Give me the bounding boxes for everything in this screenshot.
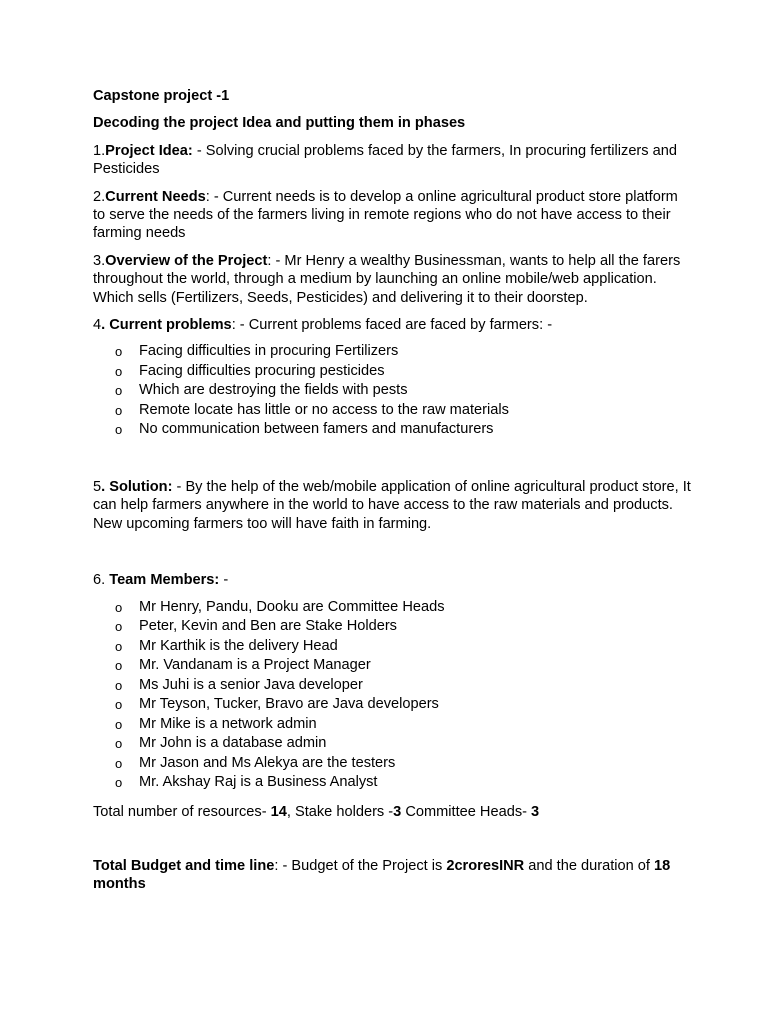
list-item: o Mr. Akshay Raj is a Business Analyst	[93, 773, 693, 793]
section-text: : - Current needs is to develop a online agricultural product store platform to serve the needs of the farmers living in remote regions who do not have access to their farming needs	[93, 188, 678, 242]
list-item: o Mr Jason and Ms Alekya are the testers	[93, 754, 693, 774]
resources-count: 14	[270, 803, 287, 820]
section-label: Project Idea:	[105, 142, 193, 159]
section-text: - By the help of the web/mobile application of online agricultural product store, It can help farmers anywhere in the world to have access to the raw materials and products. New upcoming farmers too will have faith in farming.	[93, 478, 691, 532]
list-item: o Facing difficulties procuring pesticides	[93, 362, 693, 382]
list-item: o Facing difficulties in procuring Fertilizers	[93, 342, 693, 362]
bullet-marker: o	[115, 599, 123, 615]
section-label: . Solution:	[101, 478, 173, 495]
list-item: o No communication between famers and manufacturers	[93, 420, 693, 440]
list-item: o Remote locate has little or no access to the raw materials	[93, 401, 693, 421]
resource-totals: Total number of resources- 14, Stake holders -3 Committee Heads- 3	[93, 803, 540, 820]
section-number: 2.	[93, 188, 106, 205]
bullet-marker: o	[115, 697, 123, 713]
list-item: o Ms Juhi is a senior Java developer	[93, 676, 693, 696]
bullet-marker: o	[115, 402, 123, 418]
team-list	[93, 598, 693, 793]
list-item: o Which are destroying the fields with pests	[93, 381, 693, 401]
bullet-marker: o	[115, 736, 123, 752]
bullet-marker: o	[115, 383, 123, 399]
bullet-marker: o	[115, 775, 123, 791]
list-item: o Mr. Vandanam is a Project Manager	[93, 656, 693, 676]
list-item: o Mr Henry, Pandu, Dooku are Committee Heads	[93, 598, 693, 618]
problems-list	[93, 342, 693, 440]
section-text: : - Current problems faced are faced by farmers: -	[231, 317, 553, 334]
bullet-marker: o	[115, 422, 123, 438]
committee-count: 3	[531, 803, 540, 820]
budget-duration: 18 months	[93, 858, 671, 893]
section-label: Current Needs	[105, 188, 206, 205]
section-number: 6.	[93, 572, 110, 589]
section-text: -	[219, 572, 229, 589]
doc-title: Capstone project -1	[93, 88, 230, 104]
stakeholders-count: 3	[393, 803, 402, 820]
list-item: o Peter, Kevin and Ben are Stake Holders	[93, 617, 693, 637]
section-team-members	[93, 571, 693, 589]
budget-amount: 2croresINR	[446, 858, 525, 874]
section-label: Team Members:	[109, 572, 220, 589]
list-item: o Mr Teyson, Tucker, Bravo are Java developers	[93, 695, 693, 715]
section-solution	[93, 478, 693, 533]
list-item: o Mr Karthik is the delivery Head	[93, 637, 693, 657]
section-text: - Solving crucial problems faced by the farmers, In procuring fertilizers and Pesticides	[93, 142, 677, 178]
section-project-idea	[93, 142, 693, 179]
list-item: o Mr Mike is a network admin	[93, 715, 693, 735]
document-content	[93, 87, 693, 894]
section-number: 3.	[93, 252, 106, 269]
budget-timeline: Total Budget and time line: - Budget of the Project is 2croresINR and the duration of 18 months	[93, 858, 671, 893]
bullet-marker: o	[115, 755, 123, 771]
bullet-marker: o	[115, 677, 123, 693]
bullet-marker: o	[115, 344, 123, 360]
section-number: 5	[93, 478, 102, 495]
bullet-marker: o	[115, 658, 123, 674]
doc-subtitle: Decoding the project Idea and putting them in phases	[93, 115, 466, 132]
section-label: Overview of the Project	[105, 252, 268, 269]
list-item: o Mr John is a database admin	[93, 734, 693, 754]
bullet-marker: o	[115, 619, 123, 635]
section-number: 1.	[93, 142, 106, 159]
section-label: . Current problems	[101, 317, 232, 334]
bullet-marker: o	[115, 363, 123, 379]
section-text: : - Mr Henry a wealthy Businessman, wants to help all the farers throughout the world, through a medium by launching an online mobile/web application. Which sells (Fertilizers, Seeds, Pesticides) and delivering it to their doorstep.	[93, 252, 681, 306]
section-number: 4	[93, 317, 102, 334]
section-overview	[93, 252, 693, 307]
section-current-problems	[93, 316, 693, 334]
bullet-marker: o	[115, 638, 123, 654]
bullet-marker: o	[115, 716, 123, 732]
budget-label: Total Budget and time line	[93, 858, 275, 874]
section-current-needs	[93, 188, 693, 243]
